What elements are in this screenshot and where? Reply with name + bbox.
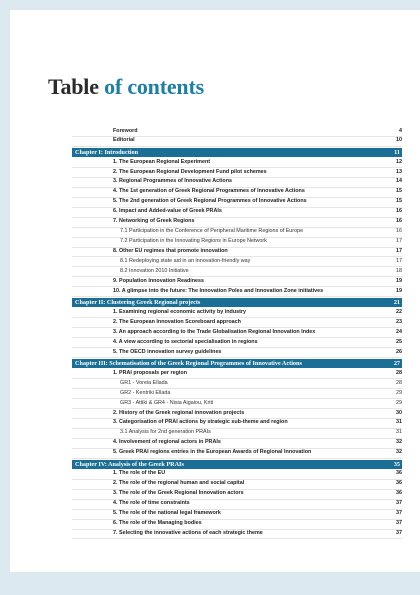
toc-entry-page-number: 29 xyxy=(396,399,402,406)
toc-subentry[interactable] xyxy=(72,257,402,267)
title-accent: of contents xyxy=(104,74,204,99)
toc-entry[interactable] xyxy=(72,287,402,297)
toc-subentry[interactable] xyxy=(72,379,402,389)
toc-entry[interactable] xyxy=(72,318,402,328)
toc-entry-title: 5. The role of the national legal framework xyxy=(113,510,221,517)
title-main: Table xyxy=(48,74,99,99)
toc-entry-page-number: 36 xyxy=(396,480,402,487)
toc-entry-title: 3. An approach according to the Trade Globalisation Regional Innovation Index xyxy=(113,328,316,335)
toc-entry-page-number: 18 xyxy=(396,267,402,274)
toc-entry-page-number: 17 xyxy=(396,248,402,254)
toc-entry-page-number: 24 xyxy=(396,328,402,335)
toc-entry[interactable] xyxy=(72,490,402,500)
toc-entry-page-number: 19 xyxy=(396,277,402,284)
chapter-title: Chapter II: Clustering Greek Regional projects xyxy=(75,299,201,307)
toc-entry-title: 2. The European Regional Development Fund pilot schemes xyxy=(113,168,267,175)
toc-entry[interactable] xyxy=(72,348,402,358)
toc-entry-page-number: 32 xyxy=(396,439,402,446)
chapter-heading[interactable] xyxy=(72,148,402,157)
toc-entry-title: 5. Greek PRAI regions entries in the European Awards of Regional Innovation xyxy=(113,449,312,456)
toc-entry-title: 1. PRAI proposals per region xyxy=(113,369,187,376)
toc-entry-title: 1. The European Regional Experiment xyxy=(113,158,211,165)
toc-entry-title: 8.2 Innovation 2010 Initiative xyxy=(120,267,189,274)
toc-subentry[interactable] xyxy=(72,429,402,439)
chapter-page-number: 35 xyxy=(393,460,400,468)
document-page xyxy=(10,10,420,572)
toc-entry[interactable] xyxy=(72,218,402,228)
toc-entry-title: 3.1 Analysis for 2nd generation PRAIs xyxy=(120,429,211,436)
toc-entry[interactable] xyxy=(72,419,402,429)
toc-subentry[interactable] xyxy=(72,228,402,238)
toc-entry-page-number: 12 xyxy=(396,158,402,165)
chapter-heading[interactable] xyxy=(72,359,402,368)
toc-entry-page-number: 28 xyxy=(396,369,402,376)
toc-entry[interactable] xyxy=(72,500,402,510)
toc-entry[interactable] xyxy=(72,178,402,188)
toc-entry-title: 10. A glimpse into the future: The Innovation Poles and Innovation Zone initiatives xyxy=(113,287,324,294)
toc-entry[interactable] xyxy=(72,158,402,168)
toc-subentry[interactable] xyxy=(72,267,402,277)
toc-entry-page-number: 23 xyxy=(396,318,402,325)
toc-entry[interactable] xyxy=(72,188,402,198)
toc-entry-title: 1. The role of the EU xyxy=(113,470,166,477)
toc-entry-title: 8.1 Redeploying state aid in an innovation-friendly way xyxy=(120,257,251,264)
toc-entry-title: 3. The role of the Greek Regional Innovation actors xyxy=(113,490,244,497)
toc-entry-title: 9. Population Innovation Readiness xyxy=(113,277,205,284)
toc-entry-page-number: 13 xyxy=(396,168,402,175)
toc-entry-page-number: 14 xyxy=(396,178,402,185)
toc-entry-page-number: 37 xyxy=(396,500,402,507)
toc-entry-title: Editorial xyxy=(113,137,135,144)
chapter-heading[interactable] xyxy=(72,298,402,307)
toc-entry[interactable] xyxy=(72,409,402,419)
toc-entry-page-number: 16 xyxy=(396,228,402,235)
toc-entry-title: 2. The role of the regional human and social capital xyxy=(113,480,245,487)
chapter-title: Chapter IV: Analysis of the Greek PRAIs xyxy=(75,460,184,468)
toc-entry[interactable] xyxy=(72,530,402,540)
toc-entry-title: 3. Regional Programmes of Innovative Actions xyxy=(113,178,233,185)
toc-subentry[interactable] xyxy=(72,399,402,409)
chapter-page-number: 21 xyxy=(393,299,400,307)
toc-entry-title: 4. Involvement of regional actors in PRAIs xyxy=(113,439,221,446)
toc-entry-page-number: 22 xyxy=(396,308,402,315)
toc-entry[interactable] xyxy=(72,248,402,258)
toc-entry-page-number: 36 xyxy=(396,470,402,477)
toc-entry[interactable] xyxy=(72,470,402,480)
toc-entry-title: 2. The European Innovation Scoreboard approach xyxy=(113,318,241,325)
toc-entry-page-number: 15 xyxy=(396,198,402,205)
toc-entry[interactable] xyxy=(72,168,402,178)
toc-entry-title: GR2 - Kentriki Ellada xyxy=(120,389,171,396)
toc-entry-page-number: 4 xyxy=(399,127,402,134)
toc-entry[interactable] xyxy=(72,208,402,218)
toc-entry[interactable] xyxy=(72,510,402,520)
toc-entry-page-number: 30 xyxy=(396,409,402,416)
toc-entry-page-number: 16 xyxy=(396,218,402,225)
toc-entry-page-number: 37 xyxy=(396,520,402,527)
toc-entry-page-number: 31 xyxy=(396,419,402,426)
toc-entry-title: Foreword xyxy=(113,127,138,134)
toc-entry-title: 7.1 Participation in the Conference of Peripheral Maritime Regions of Europe xyxy=(120,228,304,235)
toc-subentry[interactable] xyxy=(72,238,402,248)
toc-entry-page-number: 25 xyxy=(396,338,402,345)
toc-entry[interactable] xyxy=(72,480,402,490)
toc-entry-title: 5. The OECD innovation survey guidelines xyxy=(113,348,222,355)
toc-entry-title: GR3 - Attiki & GR4 - Nisia Aigaiou, Kriti xyxy=(120,399,214,406)
toc-entry-title: 7. Networking of Greek Regions xyxy=(113,218,195,225)
page-title xyxy=(48,74,204,100)
toc-entry-title: 1. Examining regional economic activity by industry xyxy=(113,308,247,315)
toc-entry[interactable] xyxy=(72,277,402,287)
toc-entry-title: 7.2 Participation in the Innovating Regions in Europe Network xyxy=(120,238,267,245)
toc-entry-page-number: 31 xyxy=(396,429,402,436)
toc-entry-title: 5. The 2nd generation of Greek Regional Programmes of Innovative Actions xyxy=(113,198,307,205)
toc-entry-title: 7. Selecting the innovative actions of each strategic theme xyxy=(113,530,263,536)
toc-entry-page-number: 28 xyxy=(396,379,402,386)
toc-subentry[interactable] xyxy=(72,389,402,399)
table-of-contents xyxy=(72,127,402,539)
toc-entry[interactable] xyxy=(72,137,402,147)
toc-entry[interactable] xyxy=(72,338,402,348)
toc-entry[interactable] xyxy=(72,369,402,379)
toc-entry-page-number: 19 xyxy=(396,287,402,294)
toc-entry-page-number: 26 xyxy=(396,348,402,355)
toc-entry-title: 6. Impact and Added-value of Greek PRAIs xyxy=(113,208,222,215)
toc-entry-title: 2. History of the Greek regional innovation projects xyxy=(113,409,245,416)
toc-entry-title: 8. Other EU regimes that promote innovation xyxy=(113,248,228,254)
toc-entry[interactable] xyxy=(72,308,402,318)
toc-entry-title: 4. The role of time constraints xyxy=(113,500,190,507)
chapter-title: Chapter III: Schematisation of the Greek Regional Programmes of Innovative Actions xyxy=(75,360,302,368)
toc-entry-page-number: 16 xyxy=(396,208,402,215)
chapter-page-number: 27 xyxy=(393,360,400,368)
toc-entry-page-number: 29 xyxy=(396,389,402,396)
toc-entry-title: 4. A view according to sectorial specialisation in regions xyxy=(113,338,258,345)
toc-entry[interactable] xyxy=(72,520,402,530)
toc-entry-page-number: 17 xyxy=(396,238,402,245)
toc-entry-title: 3. Categorisation of PRAI actions by strategic sub-theme and region xyxy=(113,419,288,426)
toc-entry[interactable] xyxy=(72,439,402,449)
toc-entry-page-number: 37 xyxy=(396,530,402,536)
toc-entry-title: GR1 - Voreia Ellada xyxy=(120,379,168,386)
toc-entry-page-number: 10 xyxy=(396,137,402,144)
toc-entry-page-number: 32 xyxy=(396,449,402,456)
toc-entry-page-number: 37 xyxy=(396,510,402,517)
toc-entry[interactable] xyxy=(72,127,402,137)
toc-entry[interactable] xyxy=(72,198,402,208)
toc-entry[interactable] xyxy=(72,328,402,338)
toc-entry-title: 4. The 1st generation of Greek Regional Programmes of Innovative Actions xyxy=(113,188,305,195)
toc-entry[interactable] xyxy=(72,449,402,459)
chapter-page-number: 11 xyxy=(394,148,400,156)
toc-entry-page-number: 15 xyxy=(396,188,402,195)
toc-entry-page-number: 17 xyxy=(396,257,402,264)
toc-entry-title: 6. The role of the Managing bodies xyxy=(113,520,202,527)
chapter-heading[interactable] xyxy=(72,460,402,469)
toc-entry-page-number: 36 xyxy=(396,490,402,497)
chapter-title: Chapter I: Introduction xyxy=(75,148,139,156)
